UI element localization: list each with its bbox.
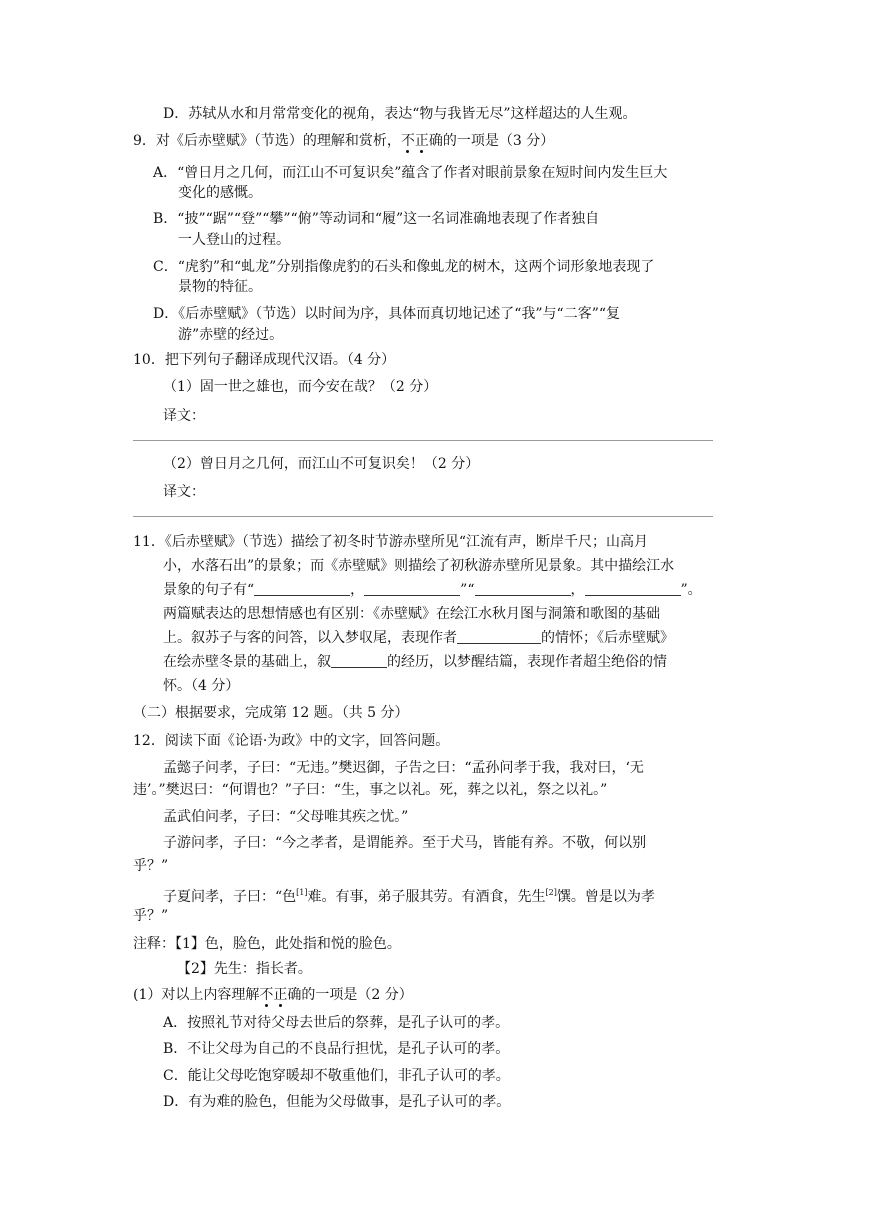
section-heading: （二）根据要求，完成第 12 题。（共 5 分） [133,705,409,721]
q11-text: 的经历，以梦醒结篇，表现作者超尘绝俗的情 [387,654,667,670]
passage-line: 子游问孝，子曰：“今之孝者，是谓能养。至于犬马，皆能有养。不敬，何以别 [163,835,647,851]
q12-option-d: D．有为难的脸色，但能为父母做事，是孔子认可的孝。 [163,1094,511,1110]
q9-stem-pre: 9．对《后赤壁赋》（节选）的理解和赏析， [133,133,401,149]
translation-label: 译文： [163,408,205,424]
q9-option-b-cont: 一人登山的过程。 [178,232,290,248]
fill-blank[interactable] [331,652,387,668]
q11-line-6 [163,652,667,672]
q12-subquestion-1 [133,985,413,1005]
footnote-marker: [1] [296,888,308,897]
q11-text: 在绘赤壁冬景的基础上，叙 [163,654,331,670]
q11-line-3 [163,580,702,600]
q11-text: 的情怀；《后赤壁赋》 [541,630,674,646]
emphasis-dot-char: 正 [414,133,429,149]
q9-stem [133,131,554,151]
passage-line: 孟懿子问孝，子曰：“无违。”樊迟御，子告之曰：“孟孙问孝于我，我对曰，‘无 [163,760,644,776]
q12-option-a: A．按照礼节对待父母去世后的祭葬，是孔子认可的孝。 [163,1015,510,1031]
q9-option-c: C．“虎豹”和“虬龙”分别指像虎豹的石头和像虬龙的树木，这两个词形象地表现了 [153,259,655,275]
passage-line: 乎？” [133,858,169,874]
q11-text: ”“ [460,582,475,598]
q12-stem: 12．阅读下面《论语·为政》中的文字，回答问题。 [133,733,450,749]
q9-option-a-cont: 变化的感慨。 [178,185,262,201]
q10-sentence-2: （2）曾日月之几何，而江山不可复识矣！（2 分） [163,456,480,472]
annotation-note: 【2】先生：指长者。 [177,961,312,977]
q9-option-b: B．“披”“踞”“登”“攀”“俯”等动词和“履”这一名词准确地表现了作者独自 [153,211,600,227]
annotation-note: 注释：【1】色，脸色，此处指和悦的脸色。 [133,936,401,952]
passage-text: 馔。曾是以为孝 [556,889,655,905]
q10-stem: 10．把下列句子翻译成现代汉语。（4 分） [133,352,396,368]
emphasis-dot-char: 不 [259,987,274,1003]
q11-line-7: 怀。（4 分） [163,678,240,694]
answer-line[interactable] [133,516,713,517]
q12-option-b: B．不让父母为自己的不良品行担忧，是孔子认可的孝。 [163,1041,510,1057]
fill-blank[interactable] [585,580,681,596]
q11-line-5 [163,628,674,648]
fill-blank[interactable] [364,580,460,596]
q11-line-4: 两篇赋表达的思想情感也有区别：《赤壁赋》在绘江水秋月图与洞箫和歌图的基础 [163,606,660,622]
answer-line[interactable] [133,440,713,441]
passage-line: 乎？” [133,908,169,924]
q11-line-2: 小，水落石出”的景象；而《赤壁赋》则描绘了初秋游赤壁所见景象。其中描绘江水 [163,558,675,574]
passage-text: 子夏问孝，子曰：“色 [163,889,297,905]
q11-text: ”。 [680,582,702,598]
sub-stem-post: 确的一项是（2 分） [287,987,413,1003]
q11-text: ， [350,582,365,598]
q9-option-d-cont: 游”赤壁的经过。 [178,327,284,343]
q11-text: ， [570,582,585,598]
passage-line: 违’。”樊迟曰：“何谓也？”子曰：“生，事之以礼。死，葬之以礼，祭之以礼。” [133,782,608,798]
q11-text: 上。叙苏子与客的问答，以入梦収尾，表现作者 [163,630,457,646]
translation-label: 译文： [163,484,205,500]
q12-option-c: C．能让父母吃饱穿暖却不敬重他们，非孔子认可的孝。 [163,1068,510,1084]
q11-text: 景象的句子有“ [163,582,255,598]
footnote-marker: [2] [545,888,557,897]
emphasis-dot-char: 正 [273,987,288,1003]
passage-line: 孟武伯问孝，子曰：“父母唯其疾之忧。” [163,809,409,825]
fill-blank[interactable] [254,580,350,596]
q9-option-c-cont: 景物的特征。 [178,279,262,295]
q10-sentence-1: （1）固一世之雄也，而今安在哉？（2 分） [163,379,438,395]
passage-text: 难。有事，弟子服其劳。有酒食，先生 [307,889,546,905]
q8-option-d: D．苏轼从水和月常常变化的视角，表达“物与我皆无尽”这样超达的人生观。 [163,106,637,122]
passage-line [163,883,655,907]
q9-option-a: A．“曾日月之几何，而江山不可复识矣”蕴含了作者对眼前景象在短时间内发生巨大 [153,165,668,181]
sub-stem-pre: (1）对以上内容理解 [133,987,260,1003]
fill-blank[interactable] [475,580,571,596]
q9-stem-post: 确的一项是（3 分） [428,133,555,149]
q11-line-1: 11．《后赤壁赋》（节选）描绘了初冬时节游赤壁所见“江流有声，断岸千尺；山高月 [133,534,648,550]
emphasis-dot-char: 不 [400,133,415,149]
fill-blank[interactable] [457,628,541,644]
q9-option-d: D．《后赤壁赋》（节选）以时间为序，具体而真切地记述了“我”与“二客”“复 [153,306,621,322]
